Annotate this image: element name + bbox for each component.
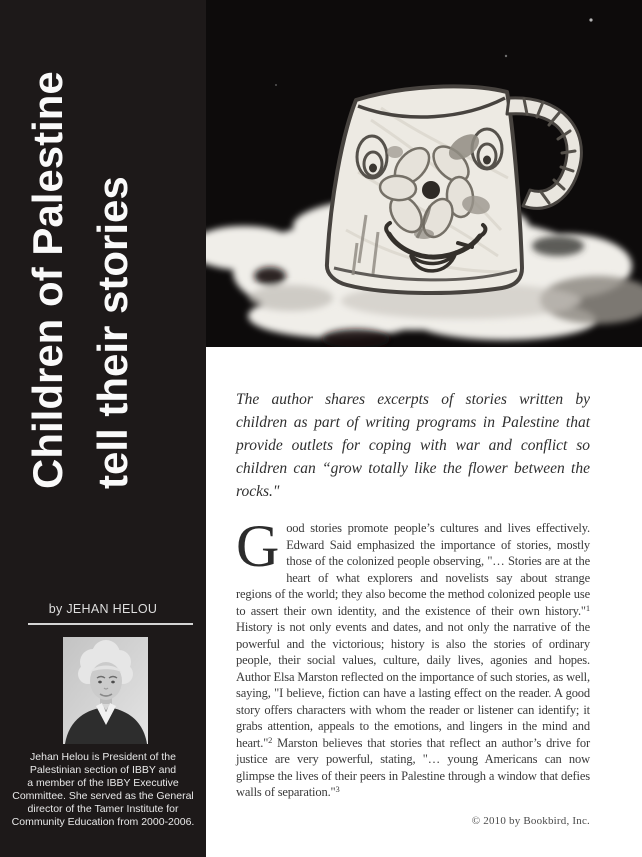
drop-cap: G bbox=[236, 513, 280, 579]
body-text-segment: History is not only events and dates, and not only the narrative of the powerful and the victorious; history is also the stories of ordinary people, their social values, culture, daily lives, agonies and hopes. Author Elsa Marston reflected on the importance of such stories, as well, saying, "I believe, fiction can have a lasting effect on the reader. A good story offers characters with whom the reader or listener can identify; it grabs attention, appeals to the emotions, and lingers in the mind and heart." bbox=[236, 620, 590, 750]
hero-image-mug-drawing bbox=[206, 0, 642, 347]
footnote-ref-2: 2 bbox=[268, 734, 273, 745]
bio-line: Jehan Helou is President of the bbox=[30, 751, 176, 763]
article-title-line-1: Children of Palestine bbox=[24, 71, 71, 489]
body-paragraph bbox=[236, 513, 590, 801]
byline: by JEHAN HELOU bbox=[48, 602, 158, 616]
article-column bbox=[236, 388, 590, 827]
mug-drawing-image bbox=[206, 0, 642, 347]
sidebar bbox=[0, 0, 206, 857]
author-photo bbox=[63, 637, 148, 744]
bio-line: director of the Tamer Institute for bbox=[27, 803, 179, 815]
body-text-segment: Marston believes that stories that reflect an author’s drive for justice are very powerful, stating, "… young Americans can now glimpse the lives of their peers in Palestine through a window that defies walls of separation." bbox=[236, 735, 590, 799]
footnote-ref-1: 1 bbox=[585, 602, 590, 613]
bio-line: Palestinian section of IBBY and bbox=[29, 764, 177, 776]
body-text-segment: ood stories promote people’s cultures and lives effectively. Edward Said emphasized the importance of stories, mostly those of the colonized people observing, "… Stories are at the heart of what explorers and novelists say about strange regions of the world; they also become the method colonized people use to assert their own identity, and the existence of their own history." bbox=[236, 521, 590, 618]
bio-line: Committee. She served as the General bbox=[12, 790, 194, 802]
bio-line: Community Education from 2000-2006. bbox=[11, 816, 195, 828]
byline-rule bbox=[28, 623, 193, 625]
author-portrait-image bbox=[63, 637, 148, 744]
intro-abstract: The author shares excerpts of stories written by children as part of writing programs in Palestine that provide outlets for coping with war and conflict so children can “grow totally like the flower between the rocks." bbox=[236, 391, 590, 500]
footnote-ref-3: 3 bbox=[335, 784, 340, 794]
article-title-line-2: tell their stories bbox=[89, 176, 136, 489]
author-bio bbox=[6, 751, 200, 829]
bio-line: a member of the IBBY Executive bbox=[27, 777, 179, 789]
copyright-notice: © 2010 by Bookbird, Inc. bbox=[471, 814, 590, 827]
